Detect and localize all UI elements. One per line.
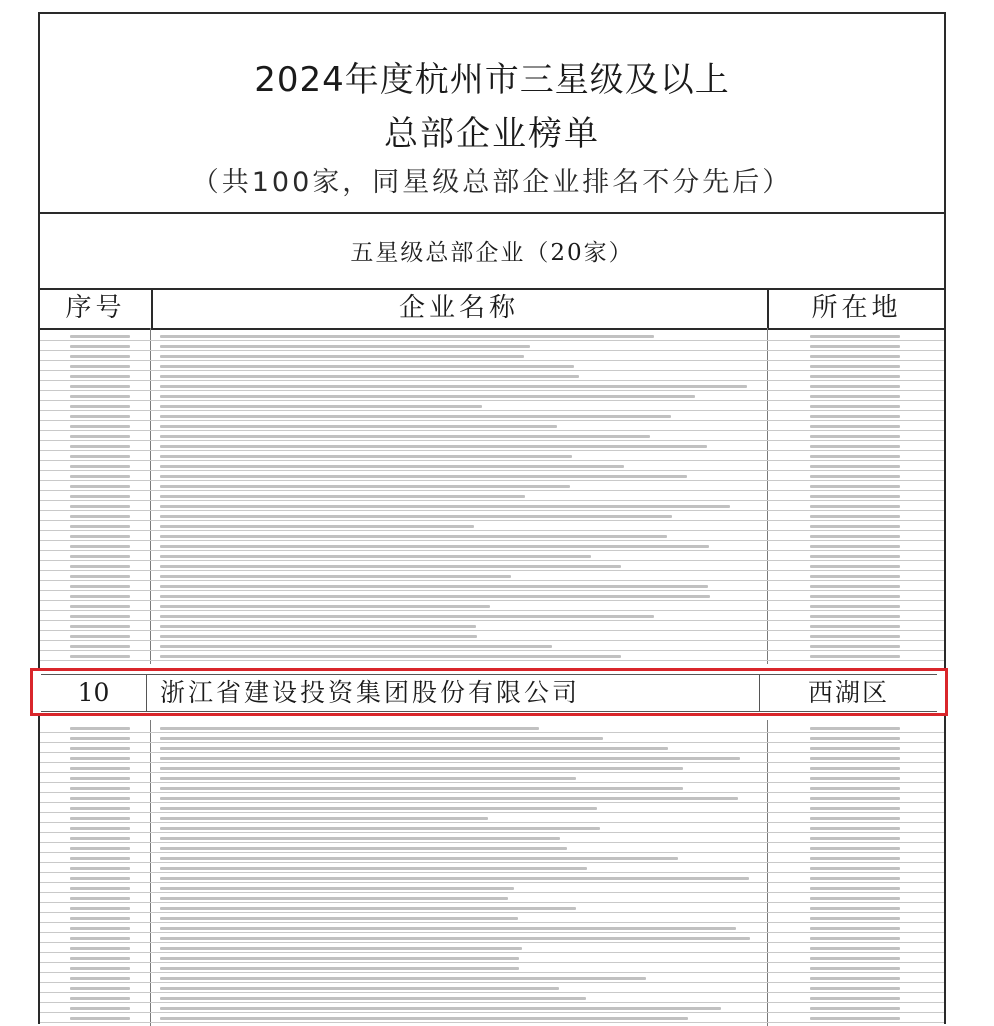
blurred-row-rule [40,360,944,361]
blurred-text [70,585,130,588]
blurred-row-rule [40,752,944,753]
blurred-text [160,415,671,418]
blurred-text [70,977,130,980]
blurred-row-rule [40,420,944,421]
blurred-text [810,365,900,368]
blurred-row-rule [40,430,944,431]
table-header-row [40,288,944,330]
blurred-text [810,817,900,820]
blurred-text [70,575,130,578]
blurred-text [810,827,900,830]
blurred-row-rule [40,822,944,823]
blurred-row-rule [40,580,944,581]
blurred-text [160,355,524,358]
blurred-text [810,737,900,740]
blurred-row-rule [40,490,944,491]
blurred-row-rule [40,340,944,341]
blurred-text [70,485,130,488]
blurred-row-rule [40,410,944,411]
blurred-text [810,395,900,398]
blurred-text [160,857,678,860]
blurred-text [160,997,586,1000]
blurred-text [160,767,683,770]
blurred-row-rule [40,450,944,451]
blurred-row-rule [40,952,944,953]
blurred-row-rule [40,480,944,481]
blurred-text [160,425,557,428]
blurred-text [810,425,900,428]
blurred-text [160,897,508,900]
blurred-text [810,997,900,1000]
ranking-sheet [38,12,946,1024]
blurred-text [70,797,130,800]
blurred-text [810,937,900,940]
blurred-text [160,737,603,740]
blurred-text [160,827,600,830]
blurred-text [810,515,900,518]
blurred-text [70,565,130,568]
blurred-text [70,917,130,920]
blurred-row-rule [40,1012,944,1013]
blurred-text [810,907,900,910]
blurred-text [70,827,130,830]
blurred-text [70,807,130,810]
column-divider [767,720,768,1026]
blurred-text [810,625,900,628]
blurred-row-rule [40,370,944,371]
blurred-text [160,455,572,458]
blurred-text [810,645,900,648]
blurred-text [160,977,646,980]
blurred-text [810,535,900,538]
blurred-text [810,505,900,508]
blurred-text [70,817,130,820]
blurred-text [70,957,130,960]
blurred-row-rule [40,932,944,933]
blurred-text [70,415,130,418]
section-title: 五星级总部企业（20家） [350,240,634,266]
blurred-text [70,1017,130,1020]
blurred-row-rule [40,742,944,743]
blurred-row-rule [40,570,944,571]
blurred-text [810,1017,900,1020]
blurred-text [70,727,130,730]
blurred-row-rule [40,540,944,541]
blurred-text [70,655,130,658]
blurred-row-rule [40,942,944,943]
blurred-row-rule [40,550,944,551]
blurred-text [160,405,482,408]
blurred-text [160,595,710,598]
blurred-text [70,345,130,348]
blurred-text [70,495,130,498]
blurred-text [810,977,900,980]
blurred-row-rule [40,650,944,651]
blurred-text [160,867,587,870]
blurred-text [70,595,130,598]
blurred-row-rule [40,590,944,591]
blurred-text [70,867,130,870]
blurred-text [160,495,525,498]
blurred-text [810,565,900,568]
blurred-text [810,355,900,358]
blurred-text [810,465,900,468]
blurred-text [160,585,708,588]
blurred-text [70,455,130,458]
blurred-text [160,747,668,750]
blurred-text [160,575,511,578]
blurred-text [70,927,130,930]
row-company-name: 浙江省建设投资集团股份有限公司 [146,675,760,711]
blurred-row-rule [40,872,944,873]
blurred-row-rule [40,962,944,963]
document-title-line-2: 总部企业榜单 [384,114,600,154]
blurred-text [70,335,130,338]
blurred-text [160,605,490,608]
blurred-text [70,385,130,388]
blurred-text [160,395,695,398]
blurred-row-rule [40,922,944,923]
blurred-text [70,435,130,438]
blurred-text [70,545,130,548]
blurred-text [160,987,559,990]
blurred-row-rule [40,732,944,733]
blurred-text [160,625,476,628]
blurred-text [160,837,560,840]
blurred-text [70,365,130,368]
blurred-row-rule [40,400,944,401]
blurred-text [810,555,900,558]
blurred-text [70,897,130,900]
blurred-text [70,425,130,428]
document-subtitle-note: （共100家，同星级总部企业排名不分先后） [191,167,793,198]
blurred-text [160,485,570,488]
blurred-row-rule [40,640,944,641]
blurred-text [810,777,900,780]
blurred-text [160,797,738,800]
blurred-text [810,917,900,920]
blurred-text [160,535,667,538]
blurred-row-rule [40,812,944,813]
blurred-text [810,545,900,548]
blurred-text [810,767,900,770]
blurred-text [160,615,654,618]
blurred-text [70,857,130,860]
blurred-text [160,807,597,810]
blurred-text [70,395,130,398]
blurred-text [160,385,747,388]
blurred-text [810,575,900,578]
blurred-row-rule [40,992,944,993]
blurred-row-rule [40,630,944,631]
blurred-row-rule [40,470,944,471]
blurred-text [810,897,900,900]
blurred-text [810,615,900,618]
blurred-text [70,465,130,468]
blurred-text [810,867,900,870]
blurred-text [70,375,130,378]
blurred-text [810,927,900,930]
blurred-text [810,787,900,790]
blurred-text [160,555,591,558]
table-row [41,674,937,712]
blurred-text [70,937,130,940]
blurred-row-rule [40,762,944,763]
blurred-text [810,857,900,860]
blurred-text [70,505,130,508]
blurred-text [810,957,900,960]
blurred-text [810,525,900,528]
blurred-row-rule [40,500,944,501]
blurred-text [160,907,576,910]
blurred-text [160,655,621,658]
blurred-row-rule [40,982,944,983]
blurred-text [160,435,650,438]
blurred-row-rule [40,460,944,461]
blurred-text [160,927,736,930]
blurred-text [810,655,900,658]
blurred-text [810,987,900,990]
column-divider [150,720,151,1026]
blurred-row-rule [40,380,944,381]
blurred-text [810,797,900,800]
blurred-text [70,355,130,358]
blurred-row-rule [40,882,944,883]
blurred-text [810,947,900,950]
blurred-row-rule [40,802,944,803]
section-header [40,212,944,290]
blurred-text [70,445,130,448]
blurred-text [160,545,709,548]
blurred-text [70,555,130,558]
blurred-text [70,737,130,740]
blurred-text [160,645,552,648]
blurred-text [70,907,130,910]
blurred-row-rule [40,600,944,601]
blurred-text [160,475,687,478]
blurred-text [810,807,900,810]
blurred-text [810,847,900,850]
blurred-text [70,635,130,638]
blurred-text [70,535,130,538]
blurred-text [160,465,624,468]
blurred-text [810,335,900,338]
blurred-text [810,385,900,388]
blurred-text [70,837,130,840]
blurred-text [160,847,567,850]
blurred-rows-top [40,328,944,664]
blurred-text [810,837,900,840]
title-block [40,14,944,214]
blurred-text [70,877,130,880]
header-company-name: 企业名称 [151,288,769,328]
blurred-text [160,947,522,950]
blurred-row-rule [40,892,944,893]
blurred-text [810,727,900,730]
blurred-text [160,787,683,790]
blurred-row-rule [40,510,944,511]
blurred-text [160,1017,688,1020]
header-location: 所在地 [811,293,902,323]
blurred-row-rule [40,530,944,531]
row-seq: 10 [41,675,147,711]
blurred-row-rule [40,520,944,521]
blurred-text [70,757,130,760]
blurred-text [70,645,130,648]
blurred-text [160,345,530,348]
blurred-text [160,817,488,820]
blurred-text [160,1007,721,1010]
blurred-row-rule [40,350,944,351]
blurred-text [70,1007,130,1010]
blurred-row-rule [40,912,944,913]
blurred-row-rule [40,1022,944,1023]
blurred-text [160,375,579,378]
blurred-text [70,615,130,618]
blurred-text [70,475,130,478]
blurred-text [810,967,900,970]
blurred-text [70,987,130,990]
blurred-row-rule [40,610,944,611]
blurred-text [160,887,514,890]
blurred-text [810,375,900,378]
blurred-text [70,967,130,970]
blurred-text [810,485,900,488]
blurred-text [810,887,900,890]
blurred-text [70,947,130,950]
blurred-text [160,505,730,508]
blurred-text [160,777,576,780]
blurred-text [160,937,750,940]
blurred-text [160,877,749,880]
blurred-row-rule [40,862,944,863]
blurred-text [810,877,900,880]
blurred-text [810,757,900,760]
blurred-text [160,335,654,338]
blurred-text [70,625,130,628]
blurred-text [160,757,740,760]
column-divider [767,328,768,664]
blurred-row-rule [40,390,944,391]
blurred-text [810,1007,900,1010]
blurred-row-rule [40,440,944,441]
blurred-text [160,967,519,970]
highlighted-table-row [30,668,948,716]
blurred-text [160,515,672,518]
blurred-text [810,405,900,408]
blurred-text [70,777,130,780]
blurred-text [70,787,130,790]
blurred-text [70,405,130,408]
document-title-line-1: 2024年度杭州市三星级及以上 [254,60,730,100]
blurred-text [70,525,130,528]
blurred-text [70,887,130,890]
blurred-row-rule [40,782,944,783]
blurred-row-rule [40,772,944,773]
blurred-text [810,345,900,348]
blurred-text [810,475,900,478]
blurred-text [70,997,130,1000]
blurred-row-rule [40,560,944,561]
blurred-text [810,435,900,438]
blurred-text [70,767,130,770]
blurred-row-rule [40,972,944,973]
blurred-text [70,515,130,518]
blurred-text [70,747,130,750]
blurred-row-rule [40,620,944,621]
blurred-row-rule [40,660,944,661]
blurred-row-rule [40,832,944,833]
column-divider [150,328,151,664]
row-location: 西湖区 [807,678,889,707]
blurred-text [810,495,900,498]
blurred-row-rule [40,792,944,793]
blurred-text [160,365,574,368]
blurred-text [160,525,474,528]
blurred-text [70,847,130,850]
blurred-text [160,727,539,730]
header-seq: 序号 [40,288,153,328]
blurred-text [70,605,130,608]
blurred-text [810,747,900,750]
blurred-text [810,415,900,418]
blurred-row-rule [40,902,944,903]
blurred-text [160,957,519,960]
blurred-text [160,565,621,568]
blurred-text [810,635,900,638]
blurred-row-rule [40,842,944,843]
blurred-text [160,917,518,920]
blurred-text [810,585,900,588]
blurred-text [810,605,900,608]
blurred-text [810,455,900,458]
blurred-text [160,445,707,448]
blurred-row-rule [40,852,944,853]
blurred-text [160,635,477,638]
blurred-text [810,595,900,598]
blurred-rows-bottom [40,720,944,1026]
blurred-row-rule [40,1002,944,1003]
blurred-text [810,445,900,448]
